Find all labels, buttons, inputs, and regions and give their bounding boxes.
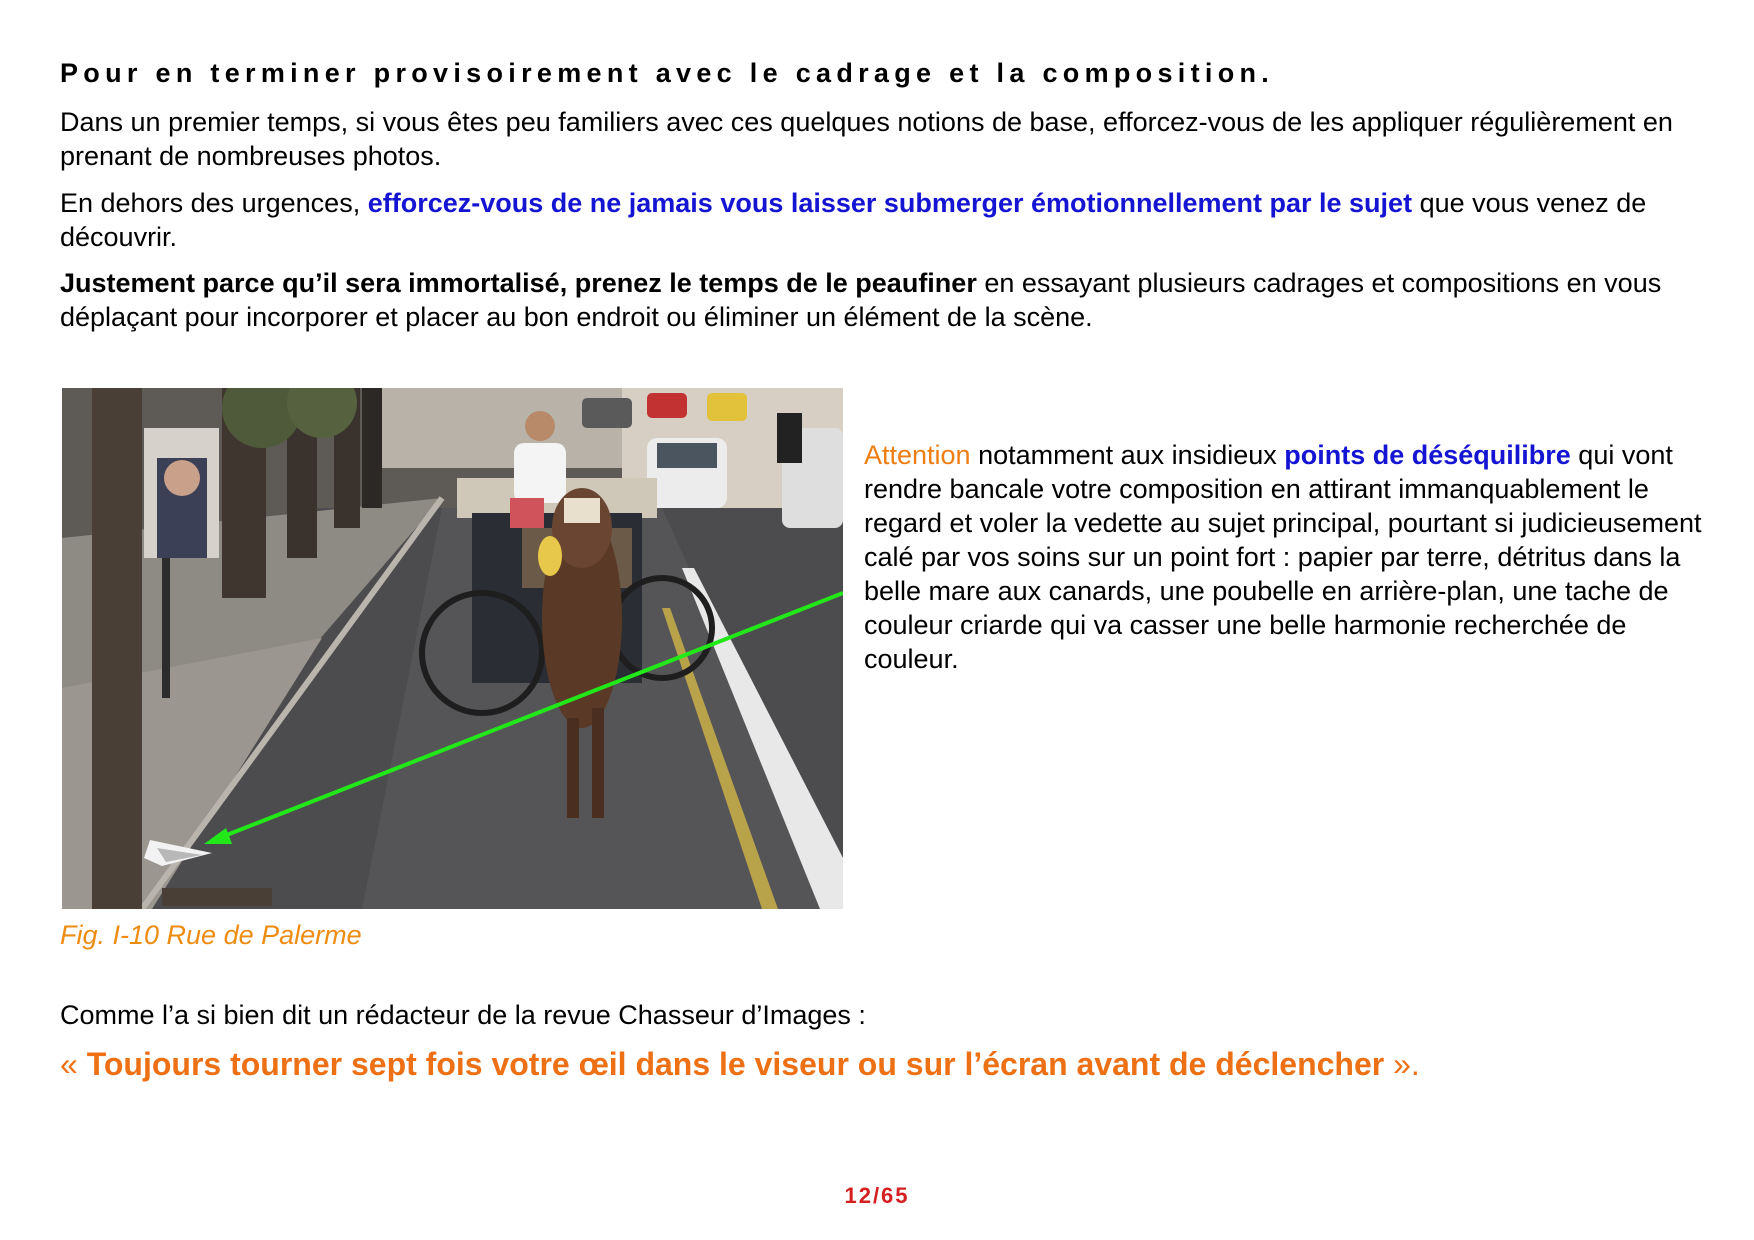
side-note-attention: Attention [864, 440, 971, 470]
street-photo-palermo [62, 388, 843, 909]
paragraph-emotion-after: que vous venez de découvrir. [60, 188, 1647, 252]
figure-caption: Fig. I-10 Rue de Palerme [60, 920, 362, 950]
quote-intro: Comme l’a si bien dit un rédacteur de la revue Chasseur d’Images : [60, 1000, 866, 1030]
quote-open: « [60, 1046, 87, 1082]
section-title: Pour en terminer provisoirement avec le cadrage et la composition. [60, 58, 1275, 88]
paragraph-refine-rest: en essayant plusieurs cadrages et compositions en vous déplaçant pour incorporer et placer au bon endroit ou éliminer un élément de la scène. [60, 268, 1662, 332]
quote [60, 1046, 1420, 1083]
paragraph-emotion-highlight: efforcez-vous de ne jamais vous laisser submerger émotionnellement par le sujet [367, 188, 1413, 218]
paragraph-emotion [60, 186, 1700, 254]
side-note [864, 438, 1724, 676]
side-note-text2: qui vont rendre bancale votre composition en attirant immanquablement le regard et voler la vedette au sujet principal, pourtant si judicieusement calé par vos soins sur un point fort : papier par terre, détritus dans la belle mare aux canards, une poubelle en arrière-plan, une tache de couleur criarde qui va casser une belle harmonie recherchée de couleur. [864, 440, 1702, 674]
side-note-text1: notamment aux insidieux [970, 440, 1285, 470]
paragraph-refine-bold: Justement parce qu’il sera immortalisé, prenez le temps de le peaufiner [60, 268, 977, 298]
quote-close: ». [1384, 1046, 1420, 1082]
paragraph-refine [60, 266, 1700, 334]
paragraph-intro: Dans un premier temps, si vous êtes peu familiers avec ces quelques notions de base, efforcez-vous de les appliquer régulièrement en prenant de nombreuses photos. [60, 107, 1673, 171]
quote-text: Toujours tourner sept fois votre œil dans le viseur ou sur l’écran avant de déclencher [86, 1046, 1385, 1082]
page-number: 12/65 [844, 1183, 910, 1208]
side-note-highlight: points de déséquilibre [1284, 440, 1571, 470]
paragraph-emotion-before: En dehors des urgences, [60, 188, 368, 218]
